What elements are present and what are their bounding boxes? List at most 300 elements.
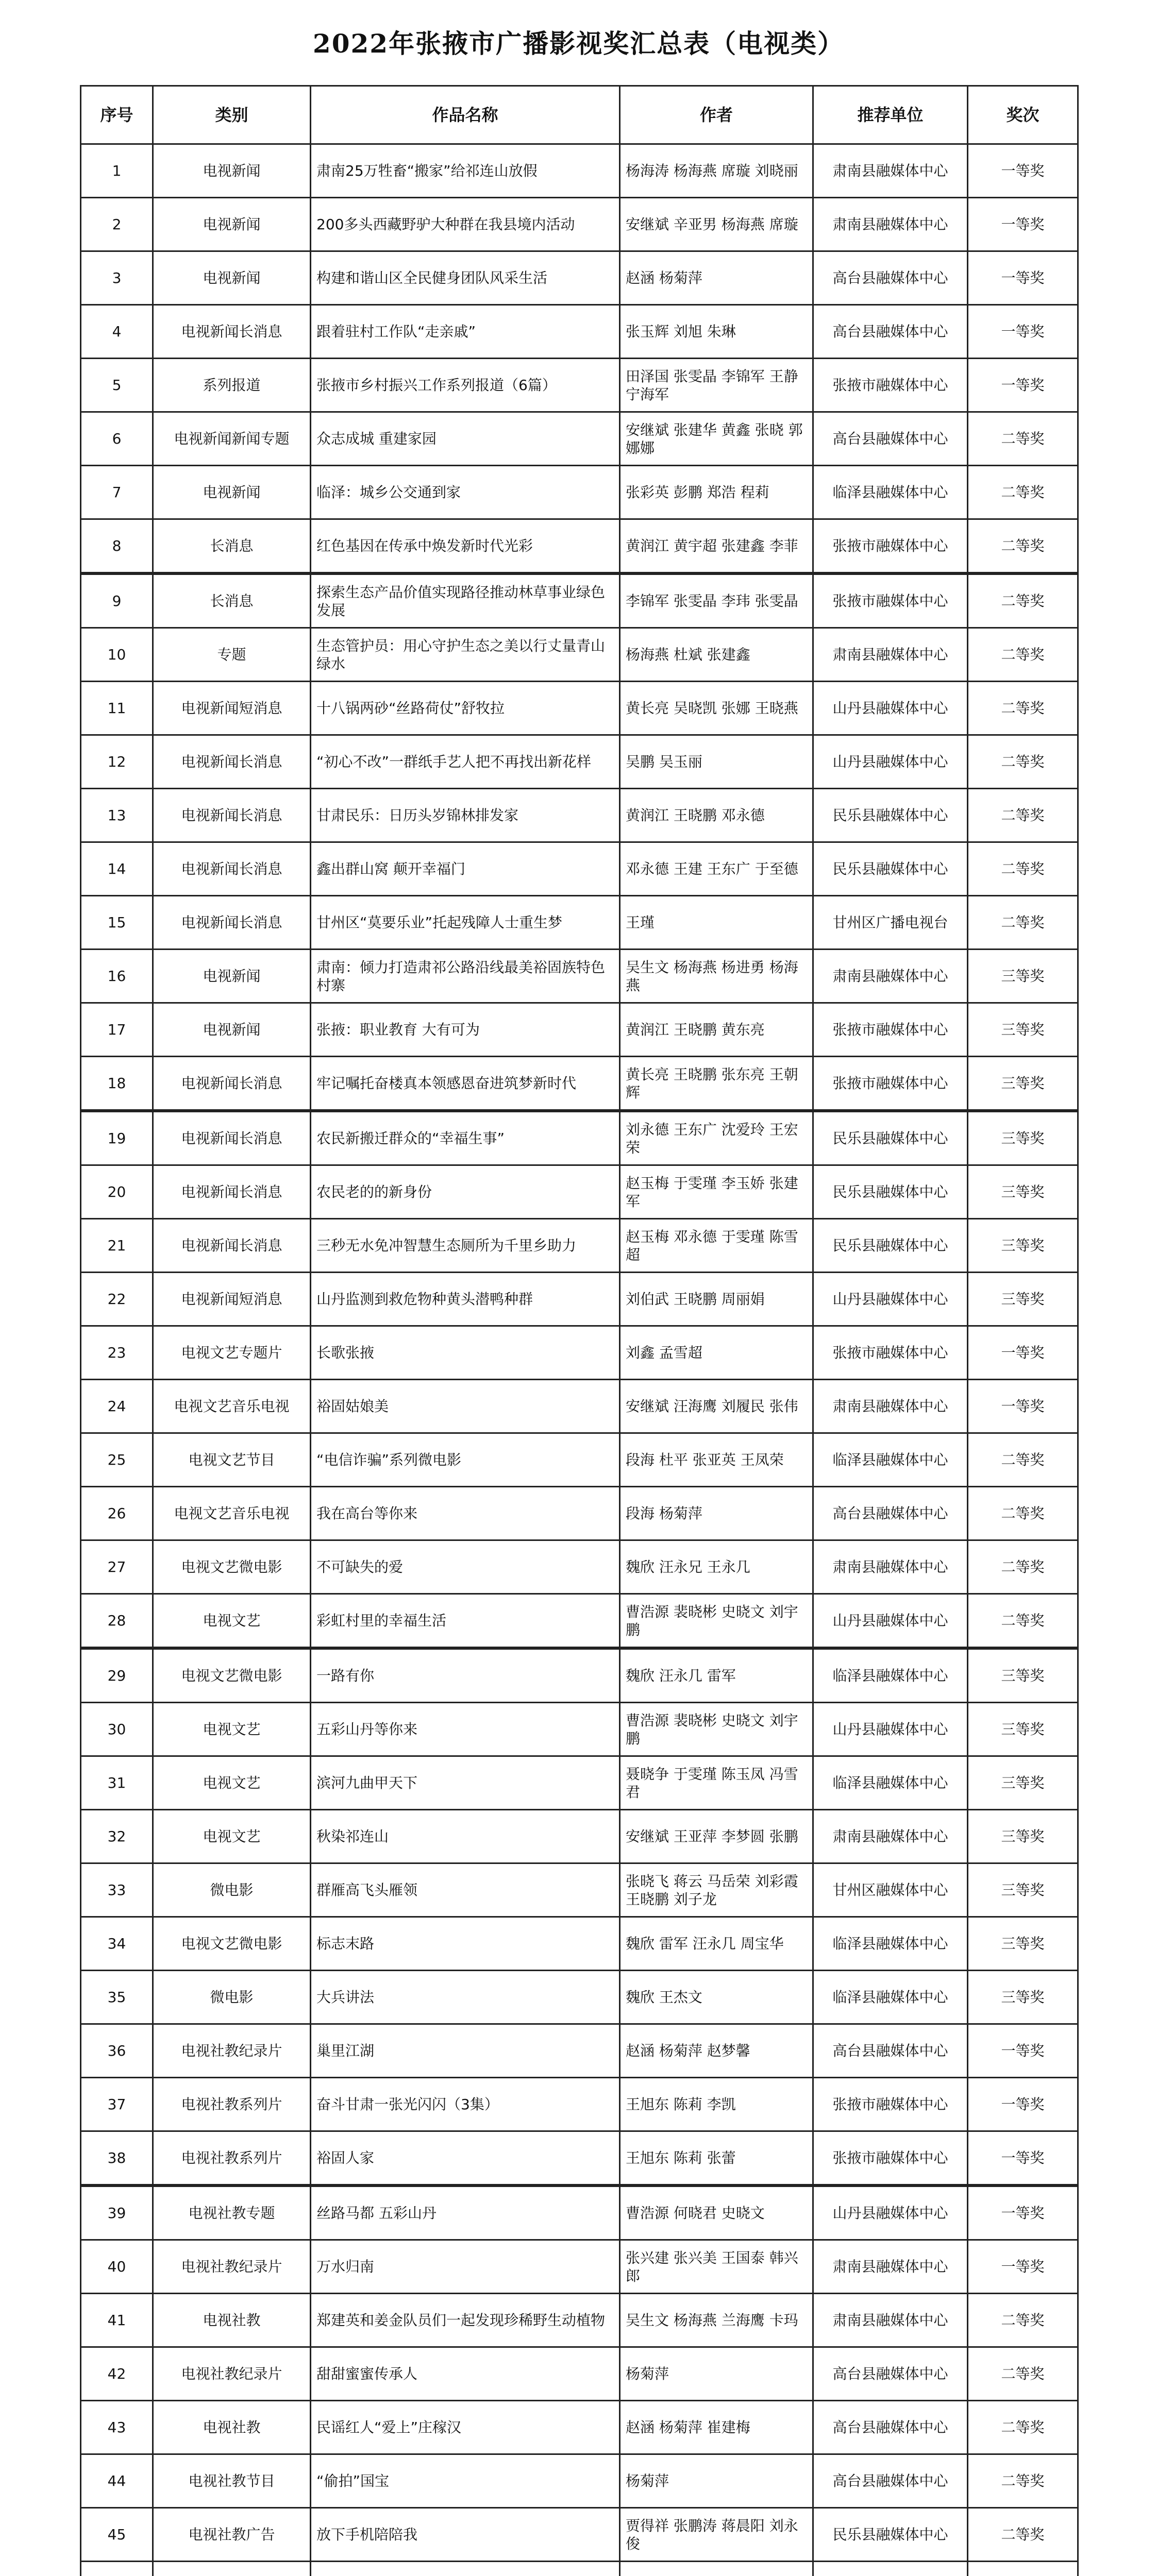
cell-work-title: 大兵讲法 [311,1971,620,2024]
cell-index: 27 [81,1540,153,1594]
table-row [81,1756,1078,1810]
cell-unit: 肃南县融媒体中心 [813,628,968,682]
cell-work-title: 肃南：倾力打造肃祁公路沿线最美裕固族特色村寨 [311,950,620,1003]
cell-work-title: 山丹监测到救危物种黄头潜鸭种群 [311,1273,620,1326]
cell-index: 45 [81,2508,153,2562]
cell-author: 曹浩源 何晓君 史晓文 [620,2185,813,2240]
cell-author: 魏欣 汪永几 雷军 [620,1648,813,1703]
cell-category: 电视文艺 [153,1703,311,1756]
cell-author: 王瑾 [620,896,813,950]
cell-index: 18 [81,1057,153,1111]
cell-category: 电视新闻长消息 [153,305,311,359]
table-row [81,1703,1078,1756]
cell-work-title: 放下手机陪陪我 [311,2508,620,2562]
cell-work-title: 一路有你 [311,1648,620,1703]
cell-work-title: 我在高台等你来 [311,1487,620,1540]
table-row [81,2185,1078,2240]
cell-category: 电视文艺 [153,1756,311,1810]
cell-award: 一等奖 [968,1326,1078,1380]
cell-author: 魏欣 雷军 汪永几 周宝华 [620,1917,813,1971]
table-row [81,2508,1078,2562]
cell-index: 12 [81,735,153,789]
cell-award: 三等奖 [968,1057,1078,1111]
table-row [81,1648,1078,1703]
cell-index: 28 [81,1594,153,1649]
table-row [81,682,1078,735]
cell-index: 36 [81,2024,153,2078]
cell-award: 三等奖 [968,1756,1078,1810]
cell-index: 38 [81,2131,153,2186]
cell-award: 二等奖 [968,573,1078,628]
cell-index: 4 [81,305,153,359]
cell-award: 二等奖 [968,682,1078,735]
cell-index: 34 [81,1917,153,1971]
cell-unit: 山丹县融媒体中心 [813,1273,968,1326]
cell-category: 电视社教系列片 [153,2131,311,2186]
cell-author: 王旭东 陈莉 张蕾 [620,2131,813,2186]
cell-award: 三等奖 [968,1703,1078,1756]
cell-unit: 肃南县融媒体中心 [813,2240,968,2294]
cell-work-title: 张掖：职业教育 大有可为 [311,1003,620,1057]
table-row [81,1971,1078,2024]
table-row [81,251,1078,305]
cell-unit: 张掖市融媒体中心 [813,359,968,412]
cell-author: 吴生文 杨海燕 兰海鹰 卡玛 [620,2294,813,2347]
cell-unit: 高台县融媒体中心 [813,305,968,359]
cell-work-title: “电信诈骗”系列微电影 [311,1433,620,1487]
cell-author: 张玉辉 刘旭 朱琳 [620,305,813,359]
cell-category: 电视社教节目 [153,2454,311,2508]
table-row [81,2454,1078,2508]
cell-award: 一等奖 [968,1380,1078,1433]
cell-unit: 山丹县融媒体中心 [813,1703,968,1756]
cell-work-title: 甜甜蜜蜜传承人 [311,2347,620,2401]
cell-author: 曹浩源 裴晓彬 史晓文 刘宇鹏 [620,1594,813,1649]
cell-category: 专题 [153,628,311,682]
table-row [81,466,1078,519]
cell-author: 黄长亮 吴晓凯 张娜 王晓燕 [620,682,813,735]
table-row [81,1917,1078,1971]
cell-work-title: 丝路马都 五彩山丹 [311,2185,620,2240]
cell-category: 电视社教 [153,2401,311,2454]
cell-category: 电视社教 [153,2294,311,2347]
cell-unit: 张掖市融媒体中心 [813,1003,968,1057]
cell-author: 赵涵 杨菊萍 [620,251,813,305]
table-row [81,1165,1078,1219]
cell-work-title: 标志末路 [311,1917,620,1971]
cell-category: 电视文艺音乐电视 [153,1487,311,1540]
cell-category [153,2562,311,2576]
cell-work-title: 构建和谐山区全民健身团队风采生活 [311,251,620,305]
cell-unit: 临泽县融媒体中心 [813,1917,968,1971]
cell-work-title: 奋斗甘肃一张光闪闪（3集） [311,2078,620,2131]
cell-work-title: 鑫出群山窝 颠开幸福门 [311,842,620,896]
cell-author: 安继斌 辛亚男 杨海燕 席璇 [620,198,813,251]
table-row [81,1594,1078,1649]
cell-category: 长消息 [153,573,311,628]
cell-index: 3 [81,251,153,305]
award-table [80,85,1079,2576]
cell-index: 37 [81,2078,153,2131]
table-row [81,2347,1078,2401]
cell-work-title: 五彩山丹等你来 [311,1703,620,1756]
cell-index: 14 [81,842,153,896]
cell-author: 杨海燕 杜斌 张建鑫 [620,628,813,682]
header-unit: 推荐单位 [813,86,968,144]
cell-author: 杨菊萍 [620,2454,813,2508]
cell-work-title [311,2562,620,2576]
cell-index: 21 [81,1219,153,1273]
cell-unit: 民乐县融媒体中心 [813,1219,968,1273]
cell-author: 黄长亮 王晓鹏 张东亮 王朝辉 [620,1057,813,1111]
cell-award: 一等奖 [968,2185,1078,2240]
table-row [81,896,1078,950]
cell-unit [813,2562,968,2576]
cell-author: 赵涵 杨菊萍 赵梦馨 [620,2024,813,2078]
table-row [81,2401,1078,2454]
cell-category: 电视文艺微电影 [153,1917,311,1971]
cell-award: 一等奖 [968,2024,1078,2078]
header-author: 作者 [620,86,813,144]
table-row [81,1810,1078,1863]
cell-category: 电视社教专题 [153,2185,311,2240]
table-row [81,950,1078,1003]
table-row [81,1111,1078,1165]
cell-author: 刘鑫 孟雪超 [620,1326,813,1380]
cell-unit: 张掖市融媒体中心 [813,2078,968,2131]
cell-award: 二等奖 [968,1594,1078,1649]
cell-award: 二等奖 [968,2347,1078,2401]
cell-author: 吴生文 杨海燕 杨进勇 杨海燕 [620,950,813,1003]
cell-category: 电视新闻长消息 [153,1057,311,1111]
cell-index: 26 [81,1487,153,1540]
cell-author: 魏欣 王杰文 [620,1971,813,2024]
table-row [81,1326,1078,1380]
cell-index: 22 [81,1273,153,1326]
cell-category: 电视新闻 [153,198,311,251]
cell-category: 电视新闻 [153,1003,311,1057]
cell-award: 二等奖 [968,1487,1078,1540]
table-row [81,1003,1078,1057]
cell-author [620,2562,813,2576]
cell-index: 19 [81,1111,153,1165]
table-row [81,735,1078,789]
cell-unit: 甘州区融媒体中心 [813,1863,968,1917]
cell-unit: 山丹县融媒体中心 [813,2185,968,2240]
cell-unit: 肃南县融媒体中心 [813,144,968,198]
cell-category: 电视文艺音乐电视 [153,1380,311,1433]
cell-work-title: 裕固姑娘美 [311,1380,620,1433]
cell-award: 二等奖 [968,466,1078,519]
cell-unit: 民乐县融媒体中心 [813,1111,968,1165]
cell-author: 段海 杨菊萍 [620,1487,813,1540]
cell-index: 17 [81,1003,153,1057]
cell-author: 曹浩源 裴晓彬 史晓文 刘宇鹏 [620,1703,813,1756]
table-row [81,2078,1078,2131]
cell-award: 一等奖 [968,359,1078,412]
cell-index: 41 [81,2294,153,2347]
cell-work-title: 临泽：城乡公交通到家 [311,466,620,519]
cell-author: 黄润江 王晓鹏 邓永德 [620,789,813,842]
cell-award: 二等奖 [968,2294,1078,2347]
cell-award [968,2562,1078,2576]
cell-author: 刘伯武 王晓鹏 周丽娟 [620,1273,813,1326]
cell-category: 电视文艺节目 [153,1433,311,1487]
cell-work-title: 彩虹村里的幸福生活 [311,1594,620,1649]
cell-category: 电视新闻短消息 [153,682,311,735]
cell-author: 杨海涛 杨海燕 席璇 刘晓丽 [620,144,813,198]
cell-unit: 张掖市融媒体中心 [813,2131,968,2186]
cell-author: 邓永德 王建 王东广 于至德 [620,842,813,896]
cell-index: 2 [81,198,153,251]
cell-index: 44 [81,2454,153,2508]
header-row [81,86,1078,144]
cell-award: 三等奖 [968,1219,1078,1273]
cell-work-title: 红色基因在传承中焕发新时代光彩 [311,519,620,574]
cell-index: 32 [81,1810,153,1863]
cell-author: 张晓飞 蒋云 马岳荣 刘彩霞 王晓鹏 刘子龙 [620,1863,813,1917]
cell-award: 三等奖 [968,1648,1078,1703]
cell-category: 电视文艺 [153,1594,311,1649]
table-row [81,1219,1078,1273]
cell-index: 6 [81,412,153,466]
cell-author: 张兴建 张兴美 王国泰 韩兴郎 [620,2240,813,2294]
cell-unit: 高台县融媒体中心 [813,2347,968,2401]
cell-index: 40 [81,2240,153,2294]
cell-work-title: 滨河九曲甲天下 [311,1756,620,1810]
table-body [81,144,1078,2576]
table-row [81,198,1078,251]
table-row [81,789,1078,842]
cell-work-title: 农民新搬迁群众的“幸福生事” [311,1111,620,1165]
cell-award: 三等奖 [968,1003,1078,1057]
cell-award: 二等奖 [968,1540,1078,1594]
table-row [81,2562,1078,2576]
cell-award: 三等奖 [968,1917,1078,1971]
cell-award: 二等奖 [968,412,1078,466]
cell-author: 吴鹏 吴玉丽 [620,735,813,789]
cell-work-title: 秋染祁连山 [311,1810,620,1863]
cell-category: 电视新闻长消息 [153,1219,311,1273]
cell-author: 黄润江 黄宇超 张建鑫 李菲 [620,519,813,574]
cell-unit: 高台县融媒体中心 [813,412,968,466]
cell-work-title: “初心不改”一群纸手艺人把不再找出新花样 [311,735,620,789]
cell-index: 1 [81,144,153,198]
cell-unit: 山丹县融媒体中心 [813,735,968,789]
cell-unit: 肃南县融媒体中心 [813,950,968,1003]
table-row [81,842,1078,896]
table-row [81,1380,1078,1433]
cell-index: 24 [81,1380,153,1433]
table-row [81,2024,1078,2078]
cell-category: 电视新闻 [153,466,311,519]
cell-index: 25 [81,1433,153,1487]
cell-work-title: 甘州区“莫要乐业”托起残障人士重生梦 [311,896,620,950]
cell-author: 王旭东 陈莉 李凯 [620,2078,813,2131]
cell-author: 刘永德 王东广 沈爱玲 王宏荣 [620,1111,813,1165]
cell-award: 一等奖 [968,2078,1078,2131]
cell-author: 魏欣 汪永兄 王永几 [620,1540,813,1594]
cell-unit: 临泽县融媒体中心 [813,1756,968,1810]
cell-award: 三等奖 [968,1273,1078,1326]
cell-index [81,2562,153,2576]
cell-index: 13 [81,789,153,842]
cell-work-title: 十八锅两砂“丝路荷仗”舒牧拉 [311,682,620,735]
cell-author: 赵玉梅 邓永德 于雯瑾 陈雪超 [620,1219,813,1273]
cell-work-title: 郑建英和姜金队员们一起发现珍稀野生动植物 [311,2294,620,2347]
cell-award: 一等奖 [968,305,1078,359]
table-row [81,2294,1078,2347]
cell-work-title: 三秒无水免冲智慧生态厕所为千里乡助力 [311,1219,620,1273]
cell-author: 安继斌 王亚萍 李梦圆 张鹏 [620,1810,813,1863]
table-row [81,1057,1078,1111]
cell-index: 16 [81,950,153,1003]
cell-category: 电视新闻长消息 [153,1165,311,1219]
cell-unit: 临泽县融媒体中心 [813,466,968,519]
cell-category: 微电影 [153,1863,311,1917]
cell-category: 电视文艺微电影 [153,1648,311,1703]
cell-index: 35 [81,1971,153,2024]
table-row [81,1433,1078,1487]
cell-award: 二等奖 [968,896,1078,950]
cell-award: 二等奖 [968,789,1078,842]
cell-index: 29 [81,1648,153,1703]
table-row [81,628,1078,682]
cell-author: 杨菊萍 [620,2347,813,2401]
cell-unit: 高台县融媒体中心 [813,2454,968,2508]
cell-work-title: “偷拍”国宝 [311,2454,620,2508]
cell-index: 10 [81,628,153,682]
cell-unit: 张掖市融媒体中心 [813,1057,968,1111]
cell-unit: 高台县融媒体中心 [813,251,968,305]
cell-work-title: 民谣红人“爱上”庄稼汉 [311,2401,620,2454]
cell-category: 电视社教纪录片 [153,2240,311,2294]
cell-award: 一等奖 [968,251,1078,305]
cell-index: 39 [81,2185,153,2240]
table-row [81,1540,1078,1594]
cell-index: 30 [81,1703,153,1756]
cell-author: 张彩英 彭鹏 郑浩 程莉 [620,466,813,519]
cell-index: 33 [81,1863,153,1917]
cell-index: 15 [81,896,153,950]
cell-award: 二等奖 [968,842,1078,896]
table-row [81,2131,1078,2186]
cell-unit: 民乐县融媒体中心 [813,789,968,842]
table-row [81,2240,1078,2294]
cell-work-title: 巢里江湖 [311,2024,620,2078]
cell-award: 三等奖 [968,950,1078,1003]
table-row [81,144,1078,198]
cell-index: 11 [81,682,153,735]
header-award: 奖次 [968,86,1078,144]
cell-category: 电视新闻新闻专题 [153,412,311,466]
cell-index: 43 [81,2401,153,2454]
cell-category: 微电影 [153,1971,311,2024]
table-row [81,519,1078,574]
cell-author: 安继斌 汪海鹰 刘履民 张伟 [620,1380,813,1433]
table-row [81,359,1078,412]
cell-index: 5 [81,359,153,412]
table-row [81,573,1078,628]
cell-award: 三等奖 [968,1165,1078,1219]
cell-category: 系列报道 [153,359,311,412]
header-index: 序号 [81,86,153,144]
cell-unit: 临泽县融媒体中心 [813,1971,968,2024]
cell-award: 一等奖 [968,2131,1078,2186]
cell-award: 一等奖 [968,2240,1078,2294]
cell-author: 李锦军 张雯晶 李玮 张雯晶 [620,573,813,628]
table-row [81,305,1078,359]
cell-index: 8 [81,519,153,574]
cell-category: 电视社教纪录片 [153,2347,311,2401]
cell-category: 电视新闻长消息 [153,1111,311,1165]
cell-author: 黄润江 王晓鹏 黄东亮 [620,1003,813,1057]
cell-unit: 张掖市融媒体中心 [813,573,968,628]
cell-award: 二等奖 [968,735,1078,789]
cell-award: 三等奖 [968,1863,1078,1917]
cell-award: 一等奖 [968,198,1078,251]
cell-index: 42 [81,2347,153,2401]
cell-author: 田泽国 张雯晶 李锦军 王静 宁海军 [620,359,813,412]
cell-index: 9 [81,573,153,628]
cell-unit: 甘州区广播电视台 [813,896,968,950]
cell-award: 三等奖 [968,1810,1078,1863]
cell-award: 二等奖 [968,628,1078,682]
cell-unit: 民乐县融媒体中心 [813,2508,968,2562]
cell-work-title: 200多头西藏野驴大种群在我县境内活动 [311,198,620,251]
cell-author: 赵涵 杨菊萍 崔建梅 [620,2401,813,2454]
cell-category: 电视新闻长消息 [153,896,311,950]
cell-unit: 民乐县融媒体中心 [813,842,968,896]
cell-index: 23 [81,1326,153,1380]
table-row [81,1273,1078,1326]
cell-work-title: 跟着驻村工作队“走亲戚” [311,305,620,359]
cell-author: 赵玉梅 于雯瑾 李玉娇 张建军 [620,1165,813,1219]
cell-work-title: 裕固人家 [311,2131,620,2186]
cell-category: 电视文艺 [153,1810,311,1863]
cell-award: 三等奖 [968,1971,1078,2024]
cell-category: 电视新闻长消息 [153,735,311,789]
cell-unit: 肃南县融媒体中心 [813,1540,968,1594]
cell-work-title: 牢记嘱托奋楼真本领感恩奋进筑梦新时代 [311,1057,620,1111]
cell-category: 电视文艺微电影 [153,1540,311,1594]
cell-work-title: 生态管护员：用心守护生态之美以行丈量青山绿水 [311,628,620,682]
table-row [81,412,1078,466]
cell-category: 电视新闻长消息 [153,842,311,896]
cell-unit: 肃南县融媒体中心 [813,1380,968,1433]
cell-author: 贾得祥 张鹏涛 蒋晨阳 刘永俊 [620,2508,813,2562]
cell-unit: 肃南县融媒体中心 [813,198,968,251]
page-title: 2022年张掖市广播影视奖汇总表（电视类） [312,28,845,59]
cell-work-title: 农民老的的新身份 [311,1165,620,1219]
cell-category: 长消息 [153,519,311,574]
cell-unit: 张掖市融媒体中心 [813,1326,968,1380]
cell-award: 二等奖 [968,2508,1078,2562]
cell-unit: 张掖市融媒体中心 [813,519,968,574]
cell-unit: 民乐县融媒体中心 [813,1165,968,1219]
cell-work-title: 万水归南 [311,2240,620,2294]
cell-award: 二等奖 [968,2401,1078,2454]
cell-category: 电视新闻 [153,950,311,1003]
cell-unit: 高台县融媒体中心 [813,2024,968,2078]
cell-author: 安继斌 张建华 黄鑫 张晓 郭娜娜 [620,412,813,466]
cell-unit: 高台县融媒体中心 [813,2401,968,2454]
cell-unit: 肃南县融媒体中心 [813,1810,968,1863]
cell-work-title: 探索生态产品价值实现路径推动林草事业绿色发展 [311,573,620,628]
header-work-title: 作品名称 [311,86,620,144]
header-category: 类别 [153,86,311,144]
cell-unit: 山丹县融媒体中心 [813,1594,968,1649]
